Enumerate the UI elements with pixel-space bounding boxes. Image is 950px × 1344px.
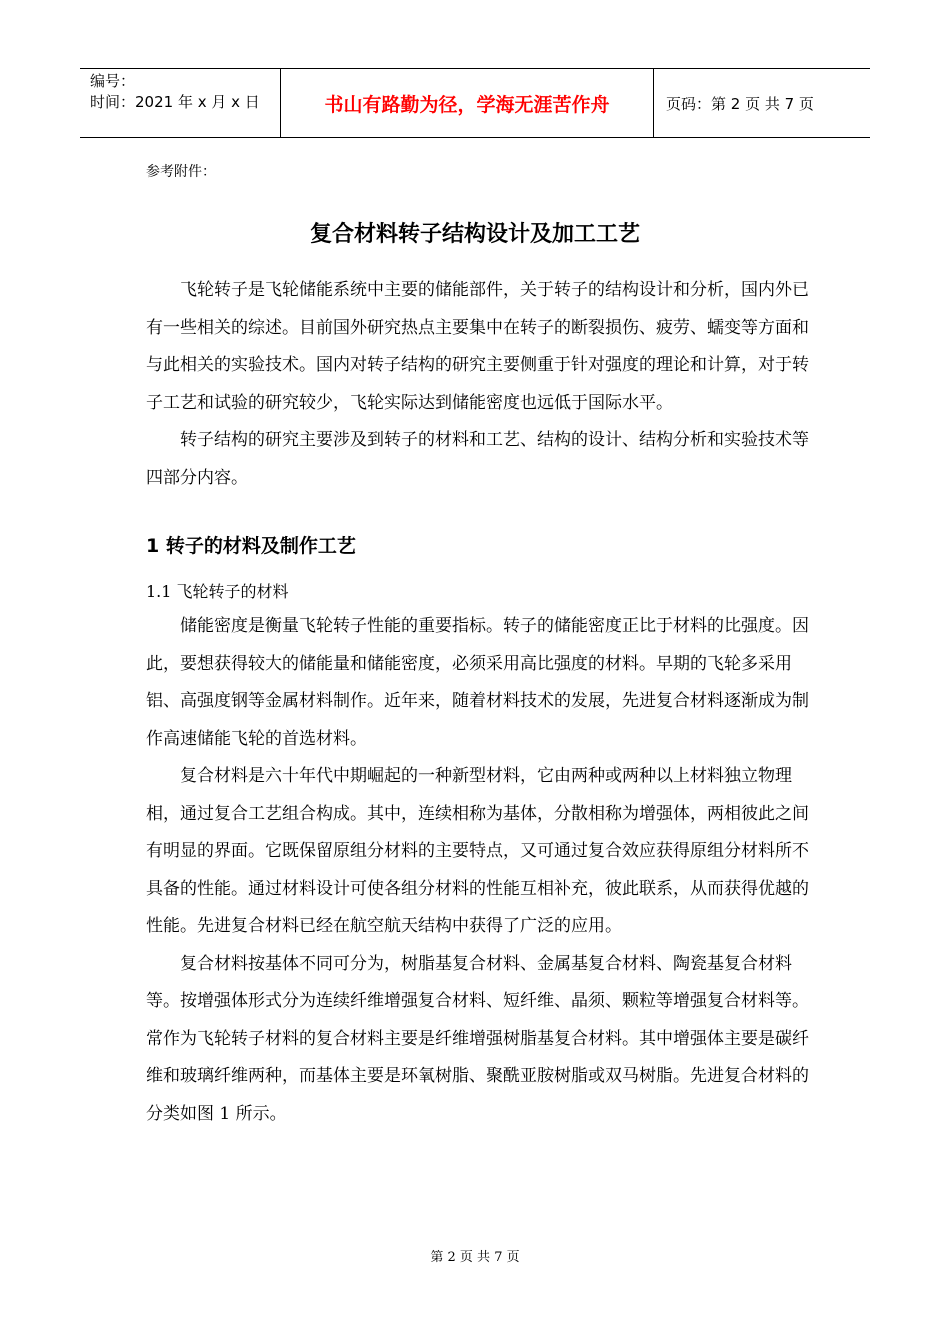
intro-paragraph-2: 转子结构的研究主要涉及到转子的材料和工艺、结构的设计、结构分析和实验技术等四部分内容。 [146,430,809,488]
section-1-1-heading: 1.1 飞轮转子的材料 [146,582,289,601]
header-table [80,68,870,138]
section-1-paragraph-1: 储能密度是衡量飞轮转子性能的重要指标。转子的储能密度正比于材料的比强度。因此，要想获得较大的储能量和储能密度，必须采用高比强度的材料。早期的飞轮多采用铝、高强度钢等金属材料制作。近年来，随着材料技术的发展，先进复合材料逐渐成为制作高速储能飞轮的首选材料。 [146,616,809,749]
header-info-cell [80,69,280,137]
section-1-paragraph-3: 复合材料按基体不同可分为，树脂基复合材料、金属基复合材料、陶瓷基复合材料等。按增强体形式分为连续纤维增强复合材料、短纤维、晶须、颗粒等增强复合材料等。常作为飞轮转子材料的复合材料主要是纤维增强树脂基复合材料。其中增强体主要是碳纤维和玻璃纤维两种，而基体主要是环氧树脂、聚酰亚胺树脂或双马树脂。先进复合材料的分类如图 1 所示。 [146,953,809,1124]
page-footer: 第 2 页 共 7 页 [430,1250,520,1265]
header-motto: 书山有路勤为径，学海无涯苦作舟 [280,69,654,137]
section-1-heading: 1 转子的材料及制作工艺 [146,535,356,557]
intro-paragraph-1: 飞轮转子是飞轮储能系统中主要的储能部件，关于转子的结构设计和分析，国内外已有一些相关的综述。目前国外研究热点主要集中在转子的断裂损伤、疲劳、蠕变等方面和与此相关的实验技术。国内对转子结构的研究主要侧重于针对强度的理论和计算，对于转子工艺和试验的研究较少，飞轮实际达到储能密度也远低于国际水平。 [146,280,809,413]
document-title: 复合材料转子结构设计及加工工艺 [309,222,640,247]
document-body [146,272,810,1133]
reference-attachment-label: 参考附件： [146,164,216,180]
document-time-label: 时间：2021 年 x 月 x 日 [90,93,260,111]
section-1-paragraph-2: 复合材料是六十年代中期崛起的一种新型材料，它由两种或两种以上材料独立物理相，通过复合工艺组合构成。其中，连续相称为基体，分散相称为增强体，两相彼此之间有明显的界面。它既保留原组分材料的主要特点，又可通过复合效应获得原组分材料所不具备的性能。通过材料设计可使各组分材料的性能互相补充，彼此联系，从而获得优越的性能。先进复合材料已经在航空航天结构中获得了广泛的应用。 [146,766,809,936]
header-page-label: 页码：第 2 页 共 7 页 [666,94,814,113]
document-number-label: 编号： [90,72,136,90]
